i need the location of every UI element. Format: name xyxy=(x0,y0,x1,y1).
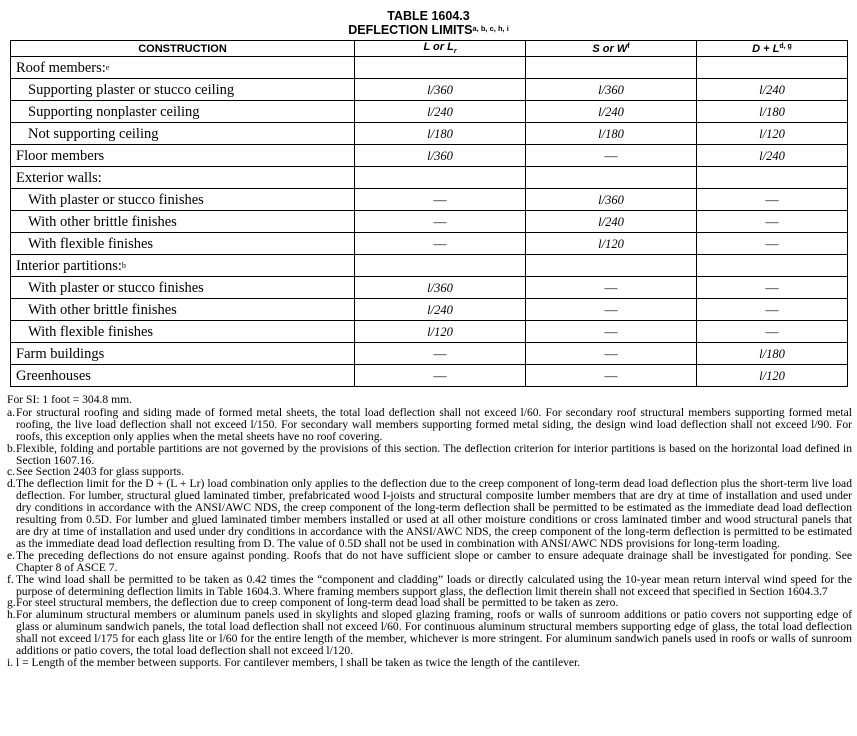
table-number: TABLE 1604.3 xyxy=(387,9,470,23)
footnote xyxy=(7,478,852,549)
table-row xyxy=(11,167,848,189)
table-row xyxy=(11,211,848,233)
limit-cell xyxy=(526,299,697,321)
table-title xyxy=(0,23,857,37)
construction-label: Roof members: xyxy=(16,59,106,76)
limit-cell xyxy=(697,365,848,387)
limit-cell xyxy=(697,233,848,255)
limit-value: — xyxy=(765,191,779,207)
limit-value: — xyxy=(765,279,779,295)
footnote-label: c. xyxy=(7,465,16,479)
construction-label: With plaster or stucco finishes xyxy=(28,191,204,208)
footnote xyxy=(7,574,852,598)
limit-cell xyxy=(526,211,697,233)
limit-value: l/240 xyxy=(427,302,453,317)
limit-value: — xyxy=(765,323,779,339)
header-live-load-sub: r xyxy=(453,48,457,56)
footnote-text: The preceding deflections do not ensure against ponding. Roofs that do not have sufficient slope or camber to ensure adequate drainage shall be investigated for ponding. See Chapter 8 of ASCE 7. xyxy=(16,548,852,574)
limit-cell xyxy=(697,101,848,123)
footnote-text: For structural roofing and siding made of formed metal sheets, the total load deflection shall not exceed l/60. For secondary roof structural members supporting formed metal roofing, the live load deflection shall not exceed l/150. For secondary wall members supporting formed metal siding, the design wind load deflection shall not exceed l/90. For roofs, this exception only applies when the metal sheets have no roof covering. xyxy=(16,405,852,443)
construction-label: With other brittle finishes xyxy=(28,213,177,230)
construction-label: With flexible finishes xyxy=(28,323,154,340)
limit-cell xyxy=(697,255,848,277)
footnote-label: f. xyxy=(7,572,14,586)
construction-cell xyxy=(11,79,355,101)
table-header-row xyxy=(11,41,848,57)
limit-value: l/360 xyxy=(427,82,453,97)
table-row xyxy=(11,101,848,123)
limit-value: l/120 xyxy=(427,324,453,339)
table-row xyxy=(11,233,848,255)
limit-cell xyxy=(697,321,848,343)
construction-label: With flexible finishes xyxy=(28,235,154,252)
limit-value: l/360 xyxy=(598,192,624,207)
limit-cell xyxy=(355,233,526,255)
limit-value: l/360 xyxy=(598,82,624,97)
footnote-text: See Section 2403 for glass supports. xyxy=(16,465,185,479)
header-dead-plus-live-sup: d, g xyxy=(779,42,792,50)
construction-cell xyxy=(11,123,355,145)
construction-label: Supporting plaster or stucco ceiling xyxy=(28,81,235,98)
footnote-label: g. xyxy=(7,596,16,610)
limit-value: — xyxy=(765,235,779,251)
limit-cell xyxy=(526,189,697,211)
footnote xyxy=(7,407,852,443)
table-row xyxy=(11,255,848,277)
limit-value: — xyxy=(433,367,447,383)
limit-value: — xyxy=(604,279,618,295)
limit-cell xyxy=(526,321,697,343)
footnote xyxy=(7,609,852,657)
limit-cell xyxy=(526,79,697,101)
limit-cell xyxy=(355,123,526,145)
limit-value: l/120 xyxy=(759,126,785,141)
limit-cell xyxy=(697,57,848,79)
limit-value: l/180 xyxy=(759,346,785,361)
footnote-text: For steel structural members, the deflection due to creep component of long-term dead load shall be permitted to be taken as zero. xyxy=(16,596,619,610)
limit-value: l/180 xyxy=(598,126,624,141)
limit-cell xyxy=(355,343,526,365)
construction-cell xyxy=(11,277,355,299)
limit-cell xyxy=(526,101,697,123)
construction-label: With other brittle finishes xyxy=(28,301,177,318)
table-row xyxy=(11,299,848,321)
limit-cell xyxy=(697,299,848,321)
limit-cell xyxy=(526,233,697,255)
header-snow-wind xyxy=(526,41,697,57)
header-dead-plus-live xyxy=(697,41,848,57)
limit-cell xyxy=(526,57,697,79)
si-conversion-note: For SI: 1 foot = 304.8 mm. xyxy=(7,393,133,406)
construction-footnote-ref: b xyxy=(121,260,126,270)
header-snow-wind-sup: f xyxy=(627,42,630,50)
table-row xyxy=(11,189,848,211)
header-snow-wind-text: S or W xyxy=(592,42,628,55)
limit-value: l/240 xyxy=(598,104,624,119)
limit-value: — xyxy=(765,301,779,317)
limit-cell xyxy=(355,321,526,343)
limit-value: l/360 xyxy=(427,148,453,163)
table-title-footnote-refs: a, b, c, h, i xyxy=(472,24,509,33)
header-live-load-text: L or L xyxy=(423,41,454,54)
limit-value: l/360 xyxy=(427,280,453,295)
footnote xyxy=(7,443,852,467)
table-row xyxy=(11,343,848,365)
limit-cell xyxy=(355,255,526,277)
limit-cell xyxy=(355,167,526,189)
limit-cell xyxy=(697,123,848,145)
table-row xyxy=(11,145,848,167)
construction-cell xyxy=(11,321,355,343)
limit-cell xyxy=(355,365,526,387)
footnote-label: b. xyxy=(7,441,16,455)
limit-value: l/180 xyxy=(427,126,453,141)
limit-value: — xyxy=(604,323,618,339)
limit-value: — xyxy=(765,213,779,229)
limit-value: — xyxy=(433,213,447,229)
limit-value: — xyxy=(433,235,447,251)
limit-cell xyxy=(355,189,526,211)
limit-value: — xyxy=(604,345,618,361)
limit-cell xyxy=(355,277,526,299)
limit-cell xyxy=(355,145,526,167)
construction-cell xyxy=(11,299,355,321)
limit-cell xyxy=(526,343,697,365)
construction-cell xyxy=(11,145,355,167)
limit-cell xyxy=(526,123,697,145)
construction-cell xyxy=(11,343,355,365)
limit-value: — xyxy=(604,367,618,383)
table-row xyxy=(11,79,848,101)
construction-cell xyxy=(11,211,355,233)
limit-value: l/240 xyxy=(427,104,453,119)
footnote xyxy=(7,550,852,574)
construction-label: Farm buildings xyxy=(16,345,105,362)
limit-cell xyxy=(355,79,526,101)
limit-cell xyxy=(355,101,526,123)
limit-value: l/180 xyxy=(759,104,785,119)
table-row xyxy=(11,365,848,387)
construction-cell xyxy=(11,365,355,387)
construction-label: Supporting nonplaster ceiling xyxy=(28,103,200,120)
limit-value: — xyxy=(433,191,447,207)
construction-cell xyxy=(11,101,355,123)
construction-cell xyxy=(11,167,355,189)
limit-cell xyxy=(697,277,848,299)
construction-cell xyxy=(11,255,355,277)
limit-cell xyxy=(526,145,697,167)
footnote-label: e. xyxy=(7,548,16,562)
limit-value: l/120 xyxy=(759,368,785,383)
limit-value: l/240 xyxy=(759,82,785,97)
limit-cell xyxy=(697,211,848,233)
limit-value: l/120 xyxy=(598,236,624,251)
footnote-text: For aluminum structural members or aluminum panels used in skylights and sloped glazing framing, roofs or walls of sunroom additions or patio covers not supporting edge of glass or aluminum sandwich panels, the total load deflection shall not exceed l/60. For continuous aluminum structural members supporting edge of glass, the total load deflection shall not exceed l/175 for each glass lite or l/60 for the entire length of the member, whichever is more stringent. For aluminum sandwich panels used in roofs or walls of sunroom additions or patio covers, the total load deflection shall not exceed l/120. xyxy=(16,608,852,658)
table-row xyxy=(11,321,848,343)
limit-cell xyxy=(526,365,697,387)
limit-cell xyxy=(526,167,697,189)
construction-label: Floor members xyxy=(16,147,105,164)
footnote-label: d. xyxy=(7,477,16,491)
footnote-list xyxy=(7,407,852,669)
construction-cell xyxy=(11,233,355,255)
construction-label: Interior partitions: xyxy=(16,257,122,274)
header-dead-plus-live-text: D + L xyxy=(752,42,780,55)
construction-label: Not supporting ceiling xyxy=(28,125,159,142)
limit-value: — xyxy=(433,345,447,361)
limit-cell xyxy=(697,189,848,211)
table-row xyxy=(11,277,848,299)
footnote-label: i. xyxy=(7,655,14,669)
limit-cell xyxy=(526,255,697,277)
table-row xyxy=(11,57,848,79)
header-live-load xyxy=(355,41,526,57)
limit-cell xyxy=(355,211,526,233)
footnote-label: a. xyxy=(7,405,16,419)
deflection-limits-table xyxy=(10,40,848,387)
limit-value: — xyxy=(604,147,618,163)
limit-cell xyxy=(697,145,848,167)
limit-cell xyxy=(355,299,526,321)
footnote-text: The deflection limit for the D + (L + Lr) load combination only applies to the deflection due to the creep component of long-term dead load deflection plus the short-term live load deflection. For lumber, structural glued laminated timber, prefabricated wood I-joists and structural composite lumber members that are dry at time of installation and used under dry conditions in accordance with the ANSI/AWC NDS, the creep component of the long-term deflection shall be permitted to be estimated as the immediate dead load deflection resulting from 0.5D. For lumber and glued laminated timber members installed or used at all other moisture conditions or cross laminated timber and wood structural panels that are dry at time of installation and used under dry conditions in accordance with the ANSI/AWC NDS, the creep component of the long-term deflection is permitted to be estimated as the immediate dead load deflection resulting from D. The value of 0.5D shall not be used in combination with ANSI/AWC NDS provisions for long-term loading. xyxy=(16,477,852,550)
limit-cell xyxy=(355,57,526,79)
limit-value: l/240 xyxy=(759,148,785,163)
footnote-text: l = Length of the member between supports. For cantilever members, l shall be taken as twice the length of the cantilever. xyxy=(16,655,581,669)
limit-value: — xyxy=(604,301,618,317)
construction-cell xyxy=(11,189,355,211)
footnote-label: h. xyxy=(7,608,16,622)
table-row xyxy=(11,123,848,145)
footnote-text: The wind load shall be permitted to be taken as 0.42 times the “component and cladding” loads or directly calculated using the 10-year mean return interval wind speed for the purpose of determining deflection limits in Table 1604.3. Where framing members support glass, the deflection limit therein shall not exceed that specified in Section 1604.3.7 xyxy=(16,572,852,598)
header-construction: CONSTRUCTION xyxy=(11,41,355,57)
footnote xyxy=(7,657,852,669)
table-title-text: DEFLECTION LIMITS xyxy=(348,23,473,37)
limit-cell xyxy=(697,167,848,189)
construction-footnote-ref: e xyxy=(105,62,110,72)
construction-cell xyxy=(11,57,355,79)
construction-label: Exterior walls: xyxy=(16,169,102,186)
limit-cell xyxy=(697,343,848,365)
limit-cell xyxy=(697,79,848,101)
footnote-text: Flexible, folding and portable partitions are not governed by the provisions of this section. The deflection criterion for interior partitions is based on the horizontal load defined in Section 1607.16. xyxy=(16,441,852,467)
limit-cell xyxy=(526,277,697,299)
limit-value: l/240 xyxy=(598,214,624,229)
construction-label: Greenhouses xyxy=(16,367,91,384)
construction-label: With plaster or stucco finishes xyxy=(28,279,204,296)
table-footnotes xyxy=(7,394,852,669)
